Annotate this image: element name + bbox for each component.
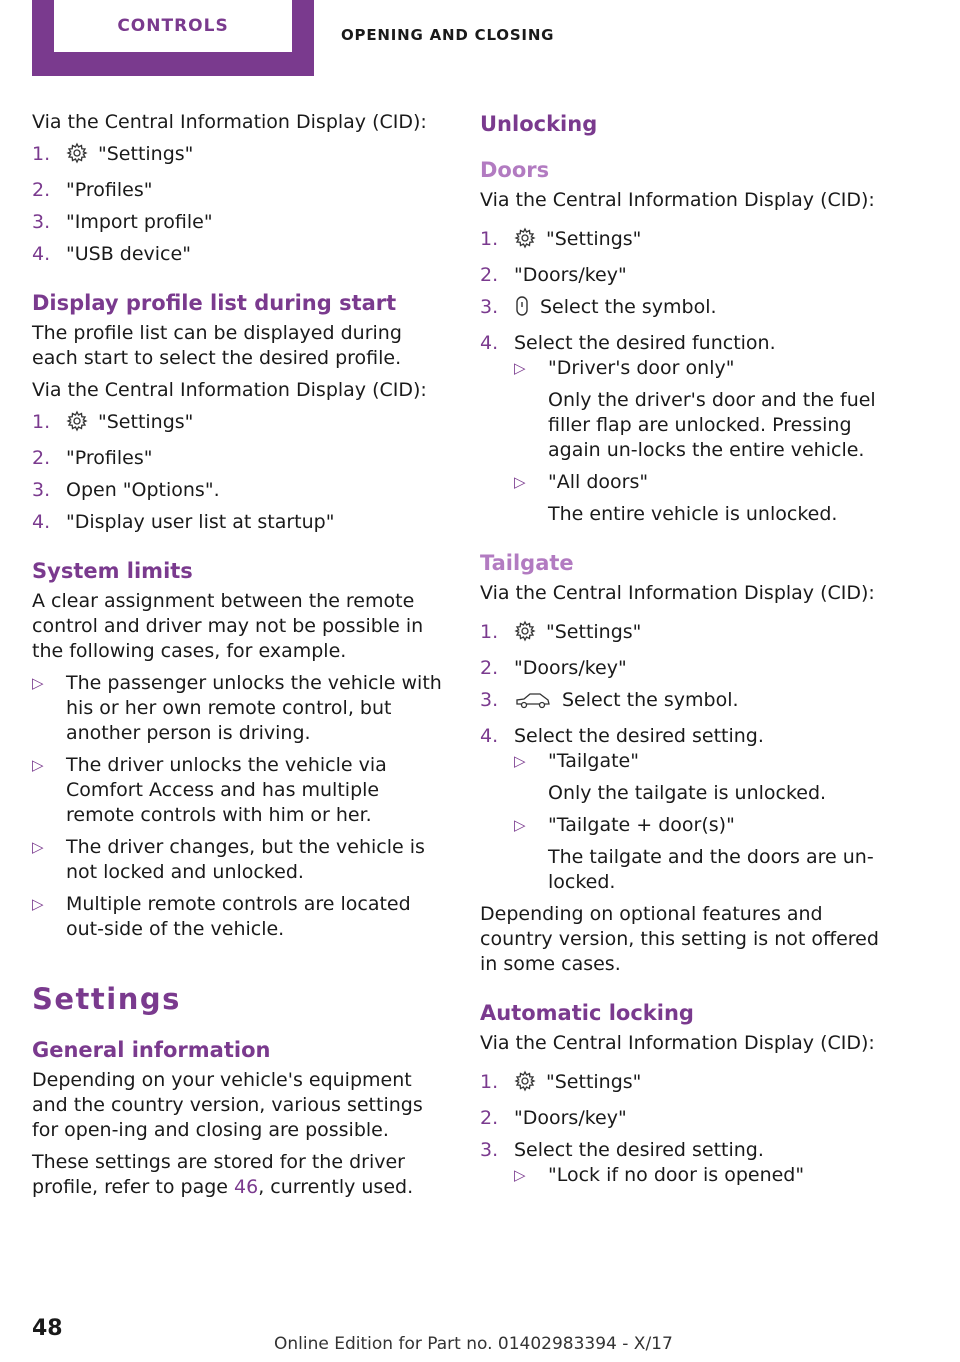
import-profile-steps: [32, 142, 450, 267]
list-item: 2. "Doors/key": [480, 264, 627, 286]
settings-gear-icon: [514, 227, 536, 256]
settings-gear-icon: [514, 620, 536, 649]
tailgate-note: Depending on optional features and country version, this setting is not offered in some cases.: [480, 903, 879, 975]
display-profile-steps: [32, 410, 450, 535]
doors-via: Via the Central Information Display (CID):: [480, 189, 875, 211]
right-column: [480, 110, 900, 1195]
triangle-bullet-icon: ▷: [514, 359, 526, 377]
automatic-locking-steps: [480, 1070, 900, 1188]
system-limits-list: [32, 671, 450, 942]
list-item: 3. Select the symbol.: [480, 295, 900, 324]
triangle-bullet-icon: ▷: [32, 674, 44, 692]
tab-controls[interactable]: CONTROLS: [54, 0, 292, 52]
automatic-locking-options: [514, 1163, 900, 1188]
system-limits-text: A clear assignment between the remote control and driver may not be possible in the following cases, for example.: [32, 590, 424, 662]
footer-edition: Online Edition for Part no. 01402983394 - X/17: [274, 1334, 673, 1354]
settings-gear-icon: [66, 142, 88, 171]
tailgate-steps: [480, 620, 900, 895]
triangle-bullet-icon: ▷: [514, 473, 526, 491]
list-item: 4. Select the desired function. ▷ "Driver's door only" Only the driver's door and the fuel filler flap are unlocked. Pressing again un-locks the entire vehicle. ▷ "All doors" The entire vehicle is unlocked.: [480, 331, 900, 527]
list-item: 2. "Profiles": [32, 447, 153, 469]
tailgate-options: [514, 749, 900, 895]
list-item: 2. "Profiles": [32, 179, 153, 201]
list-item: 4. "Display user list at startup": [32, 511, 335, 533]
list-item: 2. "Doors/key": [480, 657, 627, 679]
list-item: 3. Open "Options".: [32, 479, 220, 501]
stored-text: These settings are stored for the driver profile, refer to page 46, currently used.: [32, 1151, 414, 1198]
settings-gear-icon: [66, 410, 88, 439]
doors-steps: [480, 227, 900, 527]
triangle-bullet-icon: ▷: [514, 1166, 526, 1184]
unlocking-heading: Unlocking: [480, 112, 598, 136]
list-item: ▷ The driver unlocks the vehicle via Comfort Access and has multiple remote controls with him or her.: [32, 754, 387, 826]
car-tailgate-icon: [514, 690, 552, 717]
automatic-locking-via: Via the Central Information Display (CID):: [480, 1032, 875, 1054]
list-item: 1. "Settings": [480, 1070, 900, 1099]
section-title: OPENING AND CLOSING: [341, 26, 555, 44]
doors-options: [514, 356, 900, 527]
intro-text: Via the Central Information Display (CID):: [32, 111, 427, 133]
list-item: 1. "Settings": [480, 227, 900, 256]
triangle-bullet-icon: ▷: [32, 838, 44, 856]
settings-heading: Settings: [32, 982, 181, 1016]
display-profile-text: The profile list can be displayed during each start to select the desired profile.: [32, 322, 402, 369]
tailgate-via: Via the Central Information Display (CID):: [480, 582, 875, 604]
general-info-text: Depending on your vehicle's equipment and the country version, various settings for open-ing and closing are possible.: [32, 1069, 423, 1141]
general-info-heading: General information: [32, 1038, 271, 1062]
triangle-bullet-icon: ▷: [32, 895, 44, 913]
list-item: ▷ "Driver's door only" Only the driver's door and the fuel filler flap are unlocked. Pressing again un-locks the entire vehicle.: [514, 357, 876, 461]
list-item: 3. "Import profile": [32, 211, 213, 233]
list-item: 1. "Settings": [480, 620, 900, 649]
page-number: 48: [32, 1316, 63, 1341]
list-item: ▷ "Tailgate" Only the tailgate is unlocked.: [514, 750, 827, 804]
list-item: 4. Select the desired setting. ▷ "Tailgate" Only the tailgate is unlocked. ▷ "Tailgate + door(s)" The tailgate and the doors are un-locked.: [480, 724, 900, 895]
list-item: ▷ "Tailgate + door(s)" The tailgate and the doors are un-locked.: [514, 814, 874, 893]
doors-heading: Doors: [480, 158, 550, 182]
list-item: ▷ The driver changes, but the vehicle is not locked and unlocked.: [32, 836, 425, 883]
automatic-locking-heading: Automatic locking: [480, 1001, 694, 1025]
tailgate-heading: Tailgate: [480, 551, 574, 575]
list-item: 3. Select the symbol.: [480, 688, 900, 717]
settings-gear-icon: [514, 1070, 536, 1099]
triangle-bullet-icon: ▷: [514, 752, 526, 770]
list-item: ▷ "Lock if no door is opened": [514, 1164, 805, 1186]
page-reference-link[interactable]: 46: [234, 1176, 259, 1198]
list-item: 3. Select the desired setting. ▷ "Lock if no door is opened": [480, 1138, 900, 1188]
triangle-bullet-icon: ▷: [32, 756, 44, 774]
system-limits-heading: System limits: [32, 559, 193, 583]
list-item: ▷ Multiple remote controls are located out-side of the vehicle.: [32, 893, 411, 940]
list-item: 1. "Settings": [32, 410, 450, 439]
left-column: [32, 110, 450, 1207]
display-profile-heading: Display profile list during start: [32, 291, 397, 315]
key-icon: [514, 295, 530, 324]
list-item: 2. "Doors/key": [480, 1107, 627, 1129]
list-item: 1. "Settings": [32, 142, 450, 171]
list-item: 4. "USB device": [32, 243, 191, 265]
display-profile-via: Via the Central Information Display (CID):: [32, 379, 427, 401]
triangle-bullet-icon: ▷: [514, 816, 526, 834]
list-item: ▷ The passenger unlocks the vehicle with his or her own remote control, but another person is driving.: [32, 672, 442, 744]
list-item: ▷ "All doors" The entire vehicle is unlocked.: [514, 471, 838, 525]
